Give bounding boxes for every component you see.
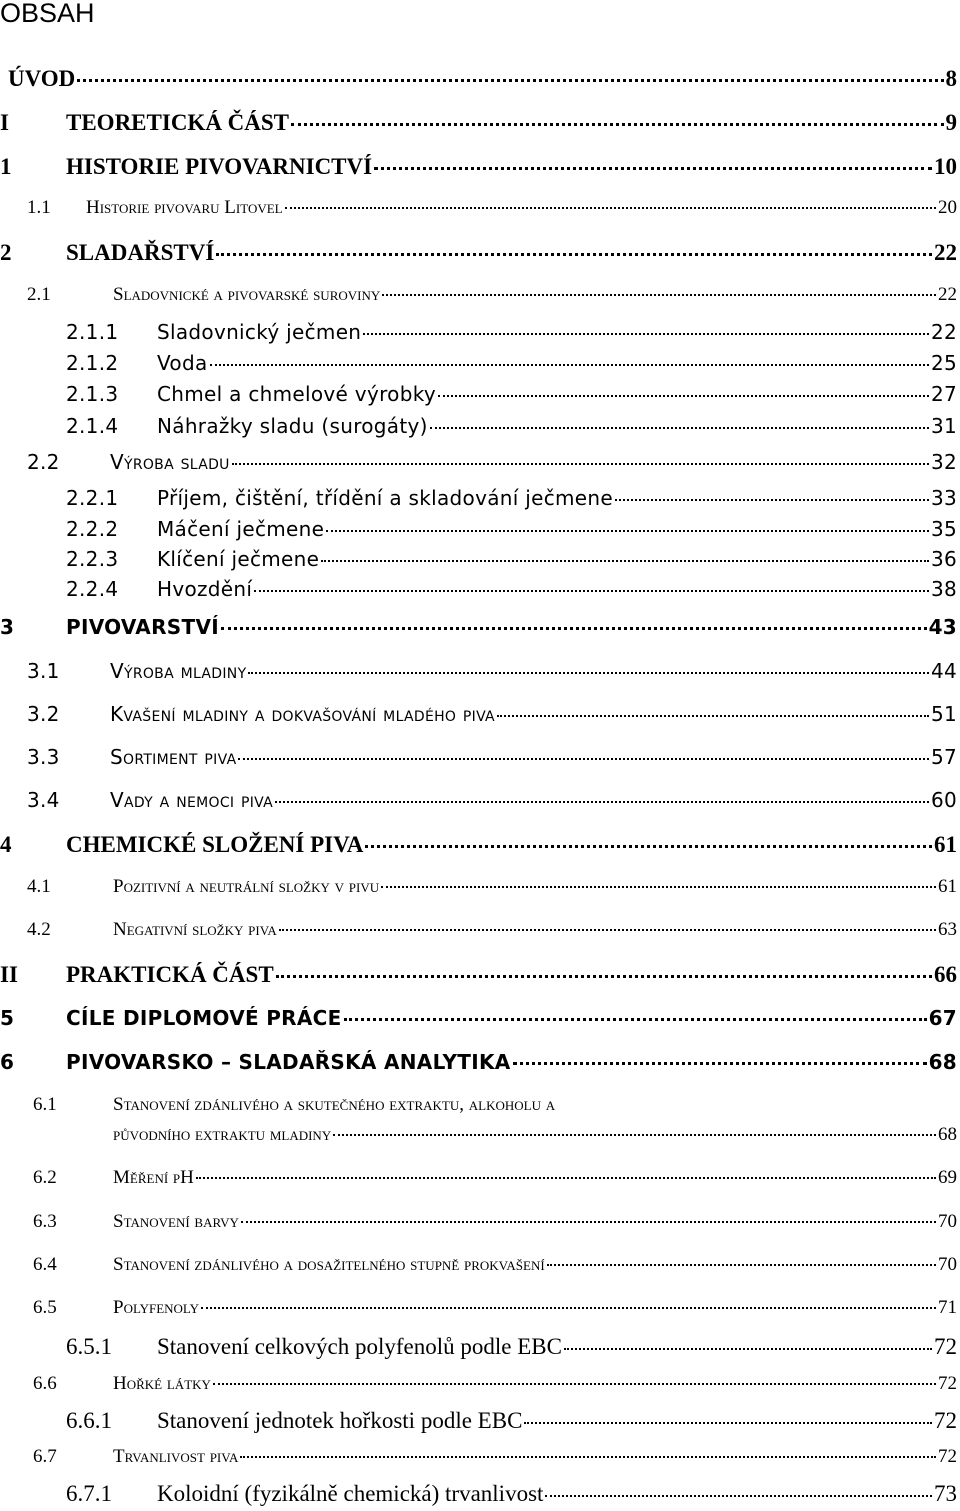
dot-leader xyxy=(291,123,943,126)
entry-number: 4.2 xyxy=(27,919,51,940)
entry-page: 51 xyxy=(930,702,957,726)
toc-entry[interactable] xyxy=(0,876,957,906)
entry-page: 69 xyxy=(938,1167,957,1188)
entry-title: Hořké látky xyxy=(113,1373,211,1394)
entry-page: 70 xyxy=(938,1254,957,1275)
entry-page: 8 xyxy=(945,66,957,91)
entry-title: Klíčení ječmene xyxy=(157,547,320,571)
entry-title: Měření pH xyxy=(113,1167,194,1188)
dot-leader xyxy=(238,758,928,760)
entry-title: PIVOVARSTVÍ xyxy=(66,615,219,639)
toc-entry[interactable] xyxy=(0,320,957,350)
entry-title: Stanovení celkových polyfenolů podle EBC xyxy=(157,1334,562,1359)
entry-number: 4.1 xyxy=(27,876,51,897)
dot-leader xyxy=(285,207,936,209)
toc-entry[interactable] xyxy=(0,382,957,412)
entry-number: 2.1.2 xyxy=(66,351,119,375)
toc-entry[interactable] xyxy=(0,1446,957,1476)
entry-number: 3 xyxy=(0,615,15,639)
toc-entry[interactable] xyxy=(0,110,957,140)
toc-entry[interactable] xyxy=(0,1211,957,1241)
dot-leader xyxy=(615,499,929,501)
dot-leader xyxy=(216,253,932,256)
entry-title: Pozitivní a neutrální složky v pivu xyxy=(113,876,380,897)
entry-page: 22 xyxy=(938,284,957,305)
entry-page: 10 xyxy=(934,154,957,179)
toc-entry[interactable] xyxy=(0,1050,957,1080)
dot-leader xyxy=(381,886,936,888)
entry-number: 2.2.1 xyxy=(66,486,119,510)
entry-page: 73 xyxy=(934,1481,957,1506)
dot-leader xyxy=(279,929,936,931)
entry-title: Trvanlivost piva xyxy=(113,1446,239,1467)
dot-leader xyxy=(497,715,929,717)
toc-entry[interactable] xyxy=(0,1334,957,1364)
dot-leader xyxy=(201,1307,936,1309)
entry-number: 6 xyxy=(0,1050,15,1074)
entry-number: 2.1 xyxy=(27,284,51,305)
toc-entry[interactable] xyxy=(0,1167,957,1197)
dot-leader xyxy=(321,560,929,562)
entry-title: ÚVOD xyxy=(8,66,76,91)
entry-page: 57 xyxy=(930,745,957,769)
toc-entry[interactable] xyxy=(0,702,957,732)
toc-entry[interactable] xyxy=(0,66,957,96)
dot-leader xyxy=(232,463,929,465)
dot-leader xyxy=(545,1495,932,1497)
dot-leader xyxy=(326,530,929,532)
toc-entry[interactable] xyxy=(0,414,957,444)
entry-page: 35 xyxy=(930,517,957,541)
entry-number: 3.1 xyxy=(27,659,60,683)
entry-number: 2.2 xyxy=(27,450,60,474)
entry-title: Voda xyxy=(157,351,208,375)
toc-entry[interactable] xyxy=(0,615,957,645)
entry-number: 2 xyxy=(0,240,12,265)
entry-title: Polyfenoly xyxy=(113,1297,199,1318)
entry-number: 6.7.1 xyxy=(66,1481,112,1506)
entry-title: Negativní složky piva xyxy=(113,919,277,940)
entry-title: Sladovnické a pivovarské suroviny xyxy=(113,284,381,305)
toc-entry[interactable] xyxy=(0,577,957,607)
entry-title: Výroba sladu xyxy=(110,450,230,474)
dot-leader xyxy=(213,1383,936,1385)
entry-title: Koloidní (fyzikálně chemická) trvanlivost xyxy=(157,1481,544,1506)
entry-title-continued: původního extraktu mladiny xyxy=(113,1124,332,1145)
dot-leader xyxy=(248,672,929,674)
entry-number: 4 xyxy=(0,832,12,857)
dot-leader xyxy=(196,1177,936,1179)
entry-number: 6.6.1 xyxy=(66,1408,112,1433)
entry-number: 2.2.3 xyxy=(66,547,119,571)
entry-title: HISTORIE PIVOVARNICTVÍ xyxy=(66,154,373,179)
entry-title: TEORETICKÁ ČÁST xyxy=(66,110,290,135)
entry-title: Náhražky sladu (surogáty) xyxy=(157,414,428,438)
dot-leader xyxy=(275,801,929,803)
entry-title: PRAKTICKÁ ČÁST xyxy=(66,962,274,987)
entry-number: 6.3 xyxy=(33,1211,57,1232)
entry-page: 68 xyxy=(928,1050,957,1074)
toc-entry-line1[interactable] xyxy=(0,1094,555,1124)
entry-number: I xyxy=(0,110,9,135)
entry-page: 38 xyxy=(930,577,957,601)
entry-number: 2.1.4 xyxy=(66,414,119,438)
entry-title: PIVOVARSKO – SLADAŘSKÁ ANALYTIKA xyxy=(66,1050,511,1074)
entry-page: 22 xyxy=(934,240,957,265)
entry-title: Výroba mladiny xyxy=(110,659,247,683)
dot-leader xyxy=(333,1134,936,1136)
entry-number: 1.1 xyxy=(27,197,51,218)
entry-title: Historie pivovaru Litovel xyxy=(86,197,283,218)
entry-page: 63 xyxy=(938,919,957,940)
dot-leader xyxy=(513,1062,927,1065)
toc-entry[interactable] xyxy=(0,1006,957,1036)
entry-page: 68 xyxy=(938,1124,957,1145)
toc-entry[interactable] xyxy=(0,351,957,381)
entry-number: 6.6 xyxy=(33,1373,57,1394)
dot-leader xyxy=(374,167,932,170)
entry-page: 60 xyxy=(930,788,957,812)
dot-leader xyxy=(430,427,929,429)
dot-leader xyxy=(240,1456,936,1458)
entry-page: 71 xyxy=(938,1297,957,1318)
entry-page: 31 xyxy=(930,414,957,438)
dot-leader xyxy=(382,294,936,296)
dot-leader xyxy=(524,1422,932,1424)
entry-title: Máčení ječmene xyxy=(157,517,325,541)
dot-leader xyxy=(344,1018,927,1021)
entry-number: II xyxy=(0,962,18,987)
entry-page: 61 xyxy=(938,876,957,897)
dot-leader xyxy=(254,590,929,592)
entry-title: Kvašení mladiny a dokvašování mladého piva xyxy=(110,702,495,726)
entry-page: 32 xyxy=(930,450,957,474)
dot-leader xyxy=(363,333,929,335)
dot-leader xyxy=(77,79,943,82)
entry-page: 27 xyxy=(930,382,957,406)
entry-page: 20 xyxy=(938,197,957,218)
entry-title: Příjem, čištění, třídění a skladování ječmene xyxy=(157,486,613,510)
entry-title: Sortiment piva xyxy=(110,745,237,769)
toc-entry[interactable] xyxy=(0,1481,957,1511)
entry-number: 6.5 xyxy=(33,1297,57,1318)
toc-entry[interactable] xyxy=(0,486,957,516)
toc-entry[interactable] xyxy=(0,1373,957,1403)
toc-entry[interactable] xyxy=(0,745,957,775)
toc-entry[interactable] xyxy=(0,919,957,949)
entry-page: 67 xyxy=(928,1006,957,1030)
entry-title: Stanovení zdánlivého a skutečného extraktu, alkoholu a xyxy=(113,1094,556,1115)
entry-number: 3.4 xyxy=(27,788,60,812)
dot-leader xyxy=(221,627,927,630)
entry-number: 3.2 xyxy=(27,702,60,726)
entry-title: Stanovení zdánlivého a dosažitelného stupně prokvašení xyxy=(113,1254,545,1275)
toc-entry[interactable] xyxy=(0,962,957,992)
entry-number: 6.2 xyxy=(33,1167,57,1188)
entry-page: 72 xyxy=(938,1446,957,1467)
entry-page: 72 xyxy=(938,1373,957,1394)
entry-number: 2.2.4 xyxy=(66,577,119,601)
entry-number: 2.1.1 xyxy=(66,320,119,344)
toc-entry[interactable] xyxy=(0,1254,957,1284)
toc-entry[interactable] xyxy=(0,154,957,184)
dot-leader xyxy=(276,975,932,978)
entry-page: 36 xyxy=(930,547,957,571)
toc-entry[interactable] xyxy=(0,517,957,547)
dot-leader xyxy=(365,845,932,848)
toc-entry-line2[interactable] xyxy=(0,1124,957,1154)
entry-page: 33 xyxy=(930,486,957,510)
toc-heading: OBSAH xyxy=(0,0,95,28)
entry-page: 9 xyxy=(945,110,957,135)
toc-entry[interactable] xyxy=(0,240,957,270)
entry-number: 6.5.1 xyxy=(66,1334,112,1359)
toc-entry[interactable] xyxy=(0,284,957,314)
entry-page: 61 xyxy=(934,832,957,857)
entry-number: 6.1 xyxy=(33,1094,57,1115)
dot-leader xyxy=(210,364,929,366)
toc-entry[interactable] xyxy=(0,450,957,480)
dot-leader xyxy=(241,1221,936,1223)
entry-page: 43 xyxy=(928,615,957,639)
toc-entry[interactable] xyxy=(0,547,957,577)
entry-page: 44 xyxy=(930,659,957,683)
toc-entry[interactable] xyxy=(0,788,957,818)
entry-title: Stanovení jednotek hořkosti podle EBC xyxy=(157,1408,523,1433)
entry-number: 5 xyxy=(0,1006,15,1030)
entry-title: SLADAŘSTVÍ xyxy=(66,240,215,265)
entry-page: 72 xyxy=(934,1408,957,1433)
entry-page: 70 xyxy=(938,1211,957,1232)
dot-leader xyxy=(547,1264,936,1266)
entry-number: 1 xyxy=(0,154,12,179)
entry-page: 25 xyxy=(930,351,957,375)
entry-title: CÍLE DIPLOMOVÉ PRÁCE xyxy=(66,1006,342,1030)
entry-page: 66 xyxy=(934,962,957,987)
toc-entry[interactable] xyxy=(0,1297,957,1327)
toc-entry[interactable] xyxy=(0,1408,957,1438)
toc-entry[interactable] xyxy=(0,832,957,862)
entry-number: 2.1.3 xyxy=(66,382,119,406)
entry-title: Hvozdění xyxy=(157,577,253,601)
entry-page: 72 xyxy=(934,1334,957,1359)
toc-entry[interactable] xyxy=(0,197,957,227)
entry-number: 6.4 xyxy=(33,1254,57,1275)
entry-title: Vady a nemoci piva xyxy=(110,788,274,812)
toc-entry[interactable] xyxy=(0,659,957,689)
entry-title: Chmel a chmelové výrobky xyxy=(157,382,436,406)
dot-leader xyxy=(564,1348,932,1350)
dot-leader xyxy=(438,395,929,397)
entry-title: CHEMICKÉ SLOŽENÍ PIVA xyxy=(66,832,364,857)
entry-page: 22 xyxy=(930,320,957,344)
entry-number: 6.7 xyxy=(33,1446,57,1467)
entry-title: Sladovnický ječmen xyxy=(157,320,362,344)
entry-number: 2.2.2 xyxy=(66,517,119,541)
entry-number: 3.3 xyxy=(27,745,60,769)
entry-title: Stanovení barvy xyxy=(113,1211,239,1232)
